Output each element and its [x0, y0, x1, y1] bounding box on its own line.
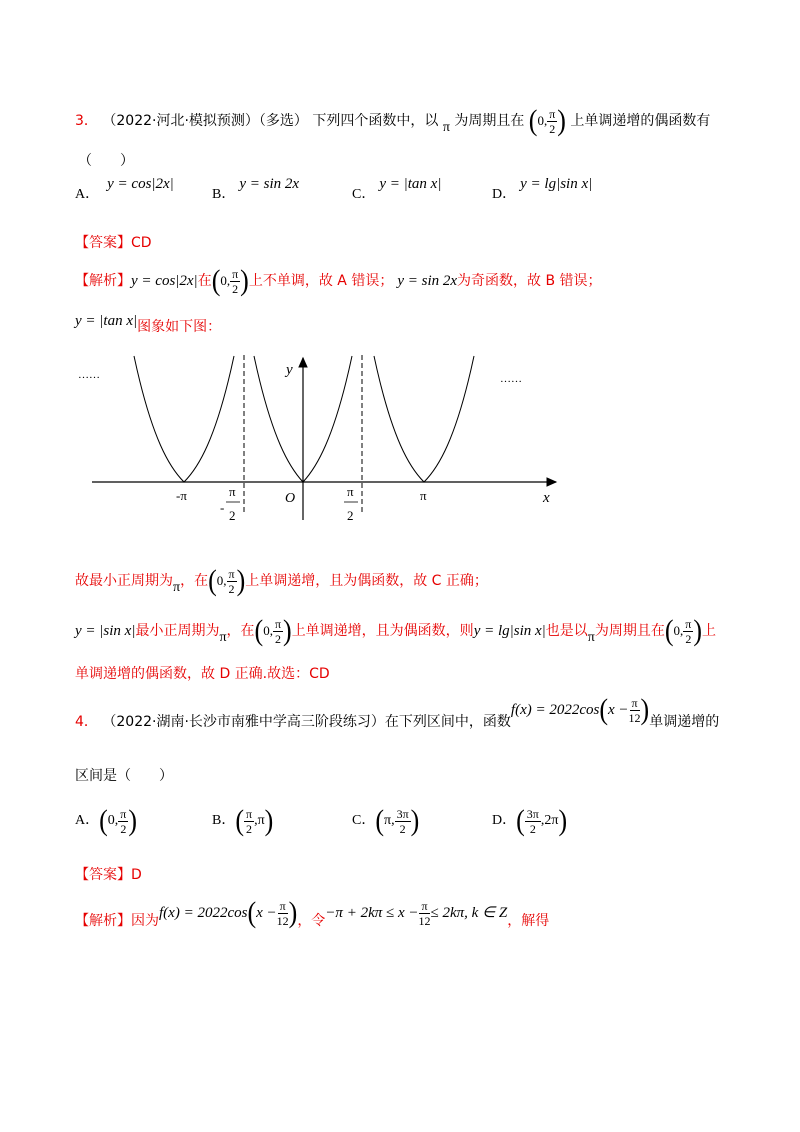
origin-label: O [285, 491, 296, 506]
q4-analysis: 【解析】因为f(x) = 2022cos(x − $\frac{\pi}{12}$ )，令−π + 2kπ ≤ x − $\frac{\pi}{12}$ ≤ 2kπ, k ∈ Z，解得 [75, 895, 550, 930]
q3-analysis-line1: 【解析】y = cos|2x|在(0, $\frac{\pi}{2}$ )上不单调，故 A 错误； y = sin 2x为奇函数，故 B 错误； [75, 263, 602, 298]
q3-source: （2022·河北·模拟预测）（多选） [102, 113, 308, 129]
q3-period-pi: π [442, 120, 450, 135]
q3-option-c: C．y = |tan x| [352, 176, 442, 202]
tick-half-pi-den: 2 [347, 508, 354, 523]
q3-conclusion-line2: y = |sin x|最小正周期为π，在(0, $\frac{\pi}{2}$ )上单调递增，且为偶函数，则y = lg|sin x|也是以π为周期且在(0, $\frac{\pi}{2}$ )上 [75, 613, 717, 648]
tick-neg-pi: -π [176, 488, 187, 503]
dots-right: …… [500, 373, 522, 385]
q3-stem-a: 下列四个函数中，以 [312, 113, 439, 129]
y-axis-label: y [286, 362, 293, 378]
tick-neg-half-pi-num: π [229, 484, 236, 499]
q4-option-b: B．( $\frac{\pi}{2}$ ,π) [212, 803, 274, 838]
q4-number: 4． [75, 714, 98, 730]
q3-analysis-line2: y = |tan x|图象如下图： [75, 313, 222, 335]
tan-abs-graph [60, 350, 580, 530]
curve-pi [374, 356, 474, 482]
q3-stem: 3． （2022·河北·模拟预测）（多选） 下列四个函数中，以 π 为周期且在 (0, $\frac{\pi}{2}$ ) 上单调递增的偶函数有 [75, 103, 711, 138]
tick-neg-half-pi-den: 2 [229, 508, 236, 523]
q3-answer-tag: 【答案】 [75, 235, 131, 251]
q3-answer [75, 232, 152, 252]
q3-blank: （ ） [78, 153, 134, 169]
tick-half-pi-num: π [347, 484, 354, 499]
q4-stem: 4． （2022·湖南·长沙市南雅中学高三阶段练习）在下列区间中，函数f(x) = 2022cos(x − $\frac{\pi}{12}$ )单调递增的 [75, 692, 720, 730]
q3-number: 3． [75, 113, 98, 129]
curve-neg-pi [134, 356, 234, 482]
tick-neg-half-pi-sign: - [220, 500, 225, 515]
q4-option-c: C．(π, $\frac{3\pi}{2}$ ) [352, 803, 420, 838]
dots-left: …… [78, 369, 100, 381]
x-axis-label: x [543, 490, 550, 506]
q4-answer-tag: 【答案】 [75, 867, 131, 883]
q4-stem-line2: 区间是（ ） [75, 768, 173, 784]
q3-answer-value: CD [131, 235, 152, 251]
q4-answer-value: D [131, 867, 142, 883]
q3-option-d: D．y = lg|sin x| [492, 176, 593, 202]
q3-stem-c: 上单调递增的偶函数有 [570, 113, 711, 129]
q3-stem-b: 为周期且在 [454, 113, 525, 129]
q4-source: （2022·湖南·长沙市南雅中学高三阶段练习）在下列区间中，函数 [102, 714, 511, 730]
q3-conclusion-line1: 故最小正周期为π，在(0, $\frac{\pi}{2}$ )上单调递增，且为偶函数，故 C 正确； [75, 563, 488, 598]
q3-conclusion-line3: 单调递增的偶函数，故 D 正确.故选：CD [75, 666, 330, 682]
q3-interval-fraction: $\frac{\pi}{2}$ [549, 106, 556, 136]
q3-option-b: B．y = sin 2x [212, 176, 300, 202]
q3-analysis-tag: 【解析】 [75, 273, 131, 289]
tick-pi: π [420, 488, 427, 503]
q3-option-a: A．y = cos|2x| [75, 176, 174, 202]
q4-option-d: D．( $\frac{3\pi}{2}$ ,2π) [492, 803, 568, 838]
q4-option-a: A．(0, $\frac{\pi}{2}$ ) [75, 803, 138, 838]
q4-analysis-tag: 【解析】 [75, 913, 131, 929]
q4-answer [75, 864, 142, 884]
q3-interval-left: 0, [537, 113, 548, 128]
